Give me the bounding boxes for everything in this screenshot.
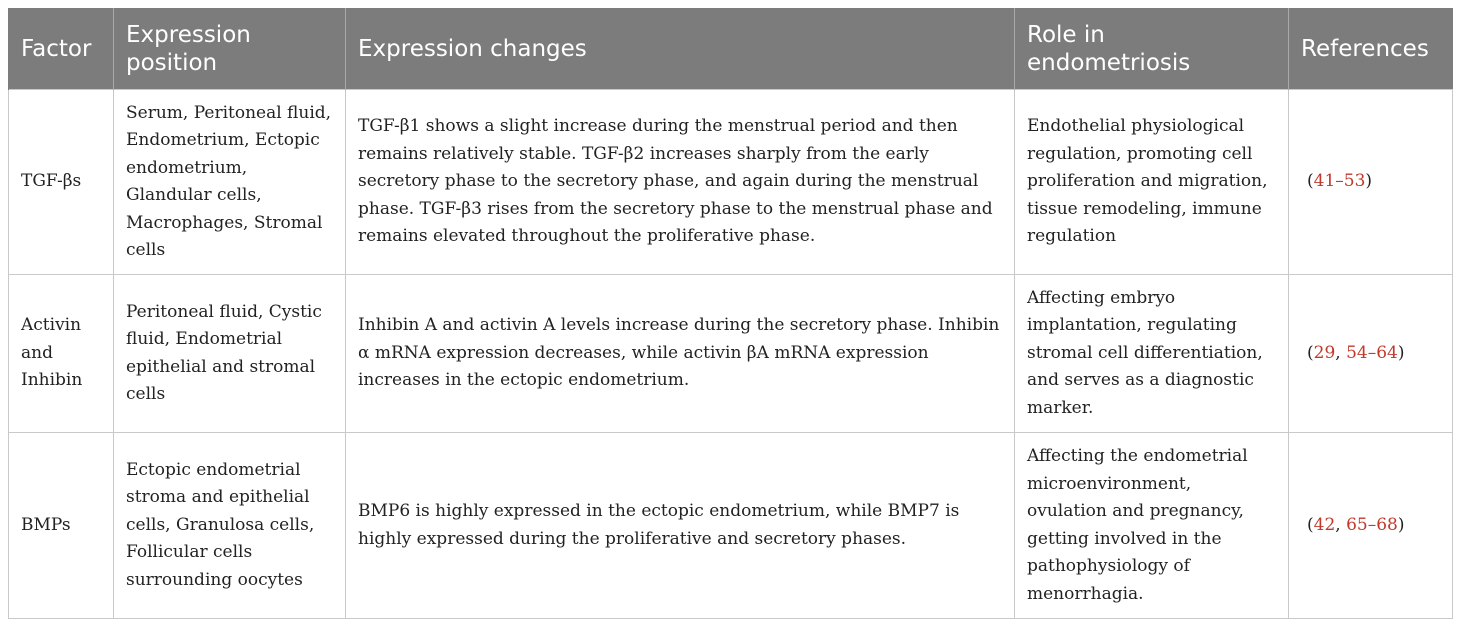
refs-cell <box>1289 90 1453 275</box>
ref-separator: , <box>1335 514 1347 535</box>
reference-link[interactable]: 42 <box>1313 514 1336 535</box>
paren-open: ( <box>1307 171 1314 192</box>
changes-cell: Inhibin A and activin A levels increase during the secretory phase. Inhibin α mRNA expression decreases, while activin βA mRNA expression increases in the ectopic endometrium. <box>346 275 1015 433</box>
header-position: Expression position <box>114 8 346 90</box>
table-row <box>9 433 1453 619</box>
header-refs: References <box>1289 8 1453 90</box>
paren-open: ( <box>1307 514 1314 535</box>
factor-cell: TGF-βs <box>9 90 114 275</box>
paren-close: ) <box>1365 171 1373 192</box>
header-role: Role in endometriosis <box>1015 8 1289 90</box>
position-cell: Peritoneal fluid, Cystic fluid, Endometrial epithelial and stromal cells <box>114 275 346 433</box>
factor-cell: BMPs <box>9 433 114 619</box>
reference-link[interactable]: 29 <box>1313 342 1336 363</box>
header-factor: Factor <box>9 8 114 90</box>
ref-separator: , <box>1335 342 1347 363</box>
refs-cell <box>1289 275 1453 433</box>
position-cell: Serum, Peritoneal fluid, Endometrium, Ectopic endometrium, Glandular cells, Macrophages, Stromal cells <box>114 90 346 275</box>
position-cell: Ectopic endometrial stroma and epithelial cells, Granulosa cells, Follicular cells surrounding oocytes <box>114 433 346 619</box>
reference-link[interactable]: 54–64 <box>1346 342 1398 363</box>
role-cell: Endothelial physiological regulation, promoting cell proliferation and migration, tissue remodeling, immune regulation <box>1015 90 1289 275</box>
refs-cell <box>1289 433 1453 619</box>
reference-link[interactable]: 65–68 <box>1346 514 1398 535</box>
factor-cell: Activin and Inhibin <box>9 275 114 433</box>
paren-close: ) <box>1397 342 1405 363</box>
paren-open: ( <box>1307 342 1314 363</box>
header-changes: Expression changes <box>346 8 1015 90</box>
table-row <box>9 275 1453 433</box>
table-container <box>8 8 1452 619</box>
factor-table <box>8 8 1453 619</box>
table-row <box>9 90 1453 275</box>
reference-link[interactable]: 41–53 <box>1313 171 1366 192</box>
role-cell: Affecting the endometrial microenvironment, ovulation and pregnancy, getting involved in the pathophysiology of menorrhagia. <box>1015 433 1289 619</box>
role-cell: Affecting embryo implantation, regulating stromal cell differentiation, and serves as a diagnostic marker. <box>1015 275 1289 433</box>
header-row <box>9 8 1453 90</box>
changes-cell: TGF-β1 shows a slight increase during the menstrual period and then remains relatively stable. TGF-β2 increases sharply from the early secretory phase to the secretory phase, and again during the menstrual phase. TGF-β3 rises from the secretory phase to the menstrual phase and remains elevated throughout the proliferative phase. <box>346 90 1015 275</box>
paren-close: ) <box>1397 514 1405 535</box>
changes-cell: BMP6 is highly expressed in the ectopic endometrium, while BMP7 is highly expressed during the proliferative and secretory phases. <box>346 433 1015 619</box>
